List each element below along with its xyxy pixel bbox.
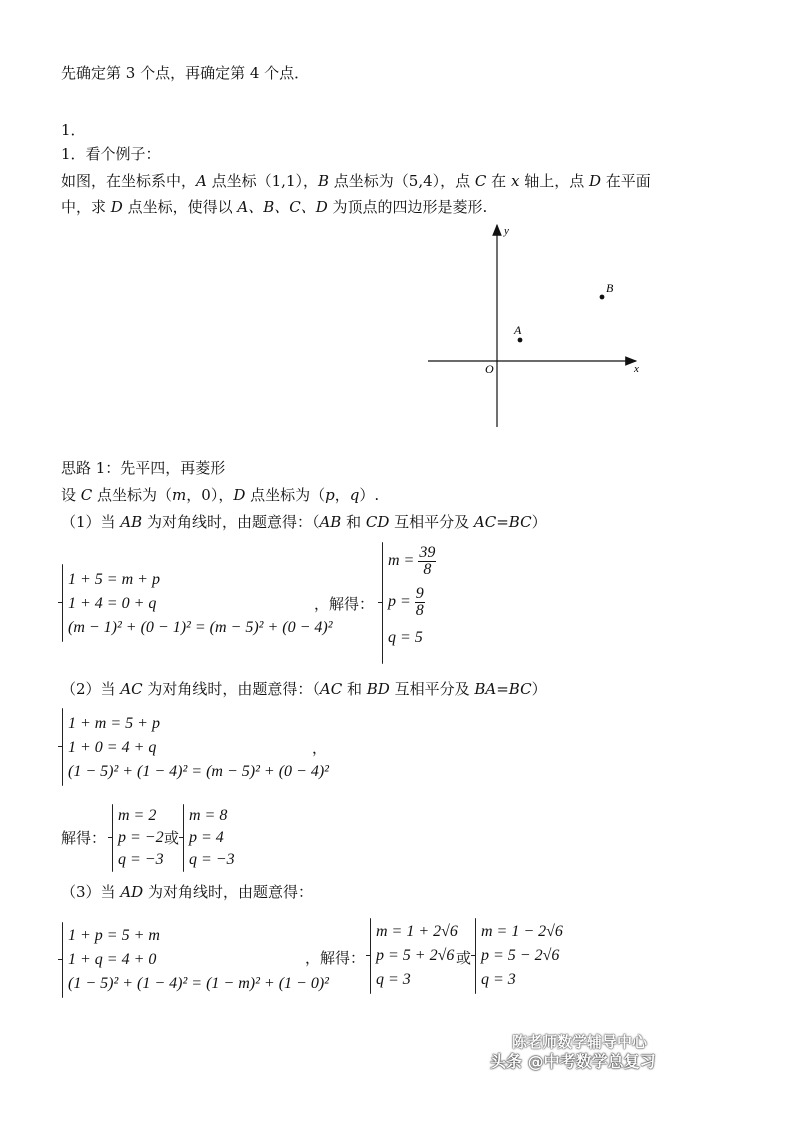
case2-eq1: 1 + m = 5 + p xyxy=(68,715,160,732)
case3-eq1: 1 + p = 5 + m xyxy=(68,927,160,944)
problem-text: 轴上，点 xyxy=(519,172,589,190)
heading-text: （1）当 xyxy=(61,513,121,531)
y-axis-label: y xyxy=(504,225,509,237)
condition: AC=BC xyxy=(473,513,532,531)
heading-text: 互相平分及 xyxy=(389,513,474,531)
case1-eq2: 1 + 4 = 0 + q xyxy=(68,595,157,612)
x-axis-label: x xyxy=(634,363,639,375)
example-heading: 1．看个例子： xyxy=(61,145,161,163)
setup-text: ， xyxy=(334,486,350,504)
heading-text: ） xyxy=(531,680,547,698)
case3-s1-p: p = 5 + 2√6 xyxy=(376,947,455,964)
case3-s2-p: p = 5 − 2√6 xyxy=(481,947,560,964)
case1-solution-brace xyxy=(382,542,383,664)
segment-name: AB xyxy=(319,513,342,531)
point-b-label: B xyxy=(606,281,614,295)
case3-solution2-brace xyxy=(475,918,476,994)
approach-setup xyxy=(61,485,379,505)
case1-sol-p xyxy=(388,586,425,619)
problem-text: 点坐标为（5,4），点 xyxy=(329,172,475,190)
case3-heading xyxy=(61,882,313,902)
case1-eq1: 1 + 5 = m + p xyxy=(68,571,160,588)
case3-s2-m: m = 1 − 2√6 xyxy=(481,923,563,940)
case3-solution1-brace xyxy=(370,918,371,994)
problem-text: 在平面 xyxy=(601,172,651,190)
case2-solution2-brace xyxy=(183,804,184,872)
case2-s1-m: m = 2 xyxy=(118,807,157,824)
heading-text: 和 xyxy=(341,513,366,531)
variable: p xyxy=(325,486,335,504)
coordinate-graph xyxy=(420,220,650,432)
point-name: D xyxy=(233,486,246,504)
problem-text: 中，求 xyxy=(61,198,111,216)
point-a-label: A xyxy=(514,323,522,337)
setup-text: ，0）， xyxy=(186,486,234,504)
diagonal-name: AD xyxy=(120,883,144,901)
case2-s2-m: m = 8 xyxy=(189,807,228,824)
heading-text: 为对角线时，由题意得：（ xyxy=(142,513,320,531)
setup-text: ）. xyxy=(359,486,380,504)
problem-text: 点坐标（1,1）， xyxy=(206,172,318,190)
heading-text: 为对角线时，由题意得：（ xyxy=(142,680,320,698)
point-list: A、B、C、D xyxy=(237,198,328,216)
numerator: 39 xyxy=(419,544,436,561)
variable: m xyxy=(172,486,187,504)
section-number: 1． xyxy=(61,121,86,139)
case2-s1-p: p = −2 xyxy=(118,829,164,846)
case1-sol-m xyxy=(388,545,436,578)
case2-solution1-brace xyxy=(112,804,113,872)
case3-eq3: (1 − 5)² + (1 − 4)² = (1 − m)² + (1 − 0)² xyxy=(68,975,329,992)
heading-text: （2）当 xyxy=(61,680,121,698)
fraction xyxy=(415,586,425,619)
heading-text: ） xyxy=(531,513,547,531)
watermark-front: 头条 @中考数学总复习 xyxy=(490,1052,656,1071)
problem-text: 为顶点的四边形是菱形. xyxy=(327,198,488,216)
heading-text: 和 xyxy=(342,680,367,698)
origin-label: O xyxy=(485,362,494,376)
setup-text: 点坐标为（ xyxy=(92,486,173,504)
watermark-back: 陈老师数学辅导中心 xyxy=(512,1033,648,1051)
case3-system-brace xyxy=(62,922,63,998)
case2-s2-q: q = −3 xyxy=(189,851,235,868)
fraction xyxy=(418,545,436,578)
setup-text: 点坐标为（ xyxy=(245,486,326,504)
point-name: D xyxy=(588,172,601,190)
problem-text: 如图，在坐标系中， xyxy=(61,172,197,190)
denominator: 8 xyxy=(415,602,424,619)
case3-s2-q: q = 3 xyxy=(481,971,516,988)
diagonal-name: AC xyxy=(120,680,143,698)
case2-or: 或 xyxy=(164,829,180,847)
case2-system-brace xyxy=(62,708,63,786)
case2-solve-label: 解得： xyxy=(61,829,107,847)
case2-eq2: 1 + 0 = 4 + q xyxy=(68,739,157,756)
problem-text: 在 xyxy=(486,172,511,190)
case3-solve-label: ，解得： xyxy=(305,949,366,967)
heading-text: 互相平分及 xyxy=(389,680,475,698)
point-b-dot xyxy=(600,295,605,300)
point-name: C xyxy=(474,172,487,190)
problem-text: 点坐标，使得以 xyxy=(122,198,238,216)
sol-var: m = xyxy=(388,552,415,570)
problem-line-1 xyxy=(61,171,651,191)
heading-text: （3）当 xyxy=(61,883,121,901)
case1-solve-label: ，解得： xyxy=(314,595,375,613)
denominator: 8 xyxy=(423,561,432,578)
heading-text: 为对角线时，由题意得： xyxy=(143,883,313,901)
case2-s2-p: p = 4 xyxy=(189,829,224,846)
point-name: A xyxy=(196,172,207,190)
case3-s1-m: m = 1 + 2√6 xyxy=(376,923,458,940)
point-name: B xyxy=(317,172,330,190)
case2-heading xyxy=(61,679,547,699)
case2-comma: ， xyxy=(312,739,328,757)
segment-name: BD xyxy=(366,680,390,698)
approach-title: 思路 1：先平四，再菱形 xyxy=(61,459,226,477)
case1-heading xyxy=(61,512,547,532)
point-a-dot xyxy=(518,338,523,343)
segment-name: CD xyxy=(365,513,390,531)
diagonal-name: AB xyxy=(120,513,143,531)
point-name: C xyxy=(80,486,93,504)
point-name: D xyxy=(110,198,123,216)
case2-eq3: (1 − 5)² + (1 − 4)² = (m − 5)² + (0 − 4)² xyxy=(68,763,329,780)
numerator: 9 xyxy=(415,585,424,602)
case1-eq3: (m − 1)² + (0 − 1)² = (m − 5)² + (0 − 4)² xyxy=(68,619,333,636)
case1-system-brace xyxy=(62,564,63,642)
case3-s1-q: q = 3 xyxy=(376,971,411,988)
setup-text: 设 xyxy=(61,486,81,504)
axis-name: x xyxy=(510,172,520,190)
segment-name: AC xyxy=(319,680,343,698)
condition: BA=BC xyxy=(474,680,532,698)
variable: q xyxy=(349,486,360,504)
sol-var: p = xyxy=(388,593,411,611)
problem-line-2 xyxy=(61,197,487,217)
intro-line: 先确定第 3 个点，再确定第 4 个点． xyxy=(61,64,310,82)
case3-eq2: 1 + q = 4 + 0 xyxy=(68,951,157,968)
case1-sol-q: q = 5 xyxy=(388,629,423,646)
case2-s1-q: q = −3 xyxy=(118,851,164,868)
case3-or: 或 xyxy=(456,949,472,967)
